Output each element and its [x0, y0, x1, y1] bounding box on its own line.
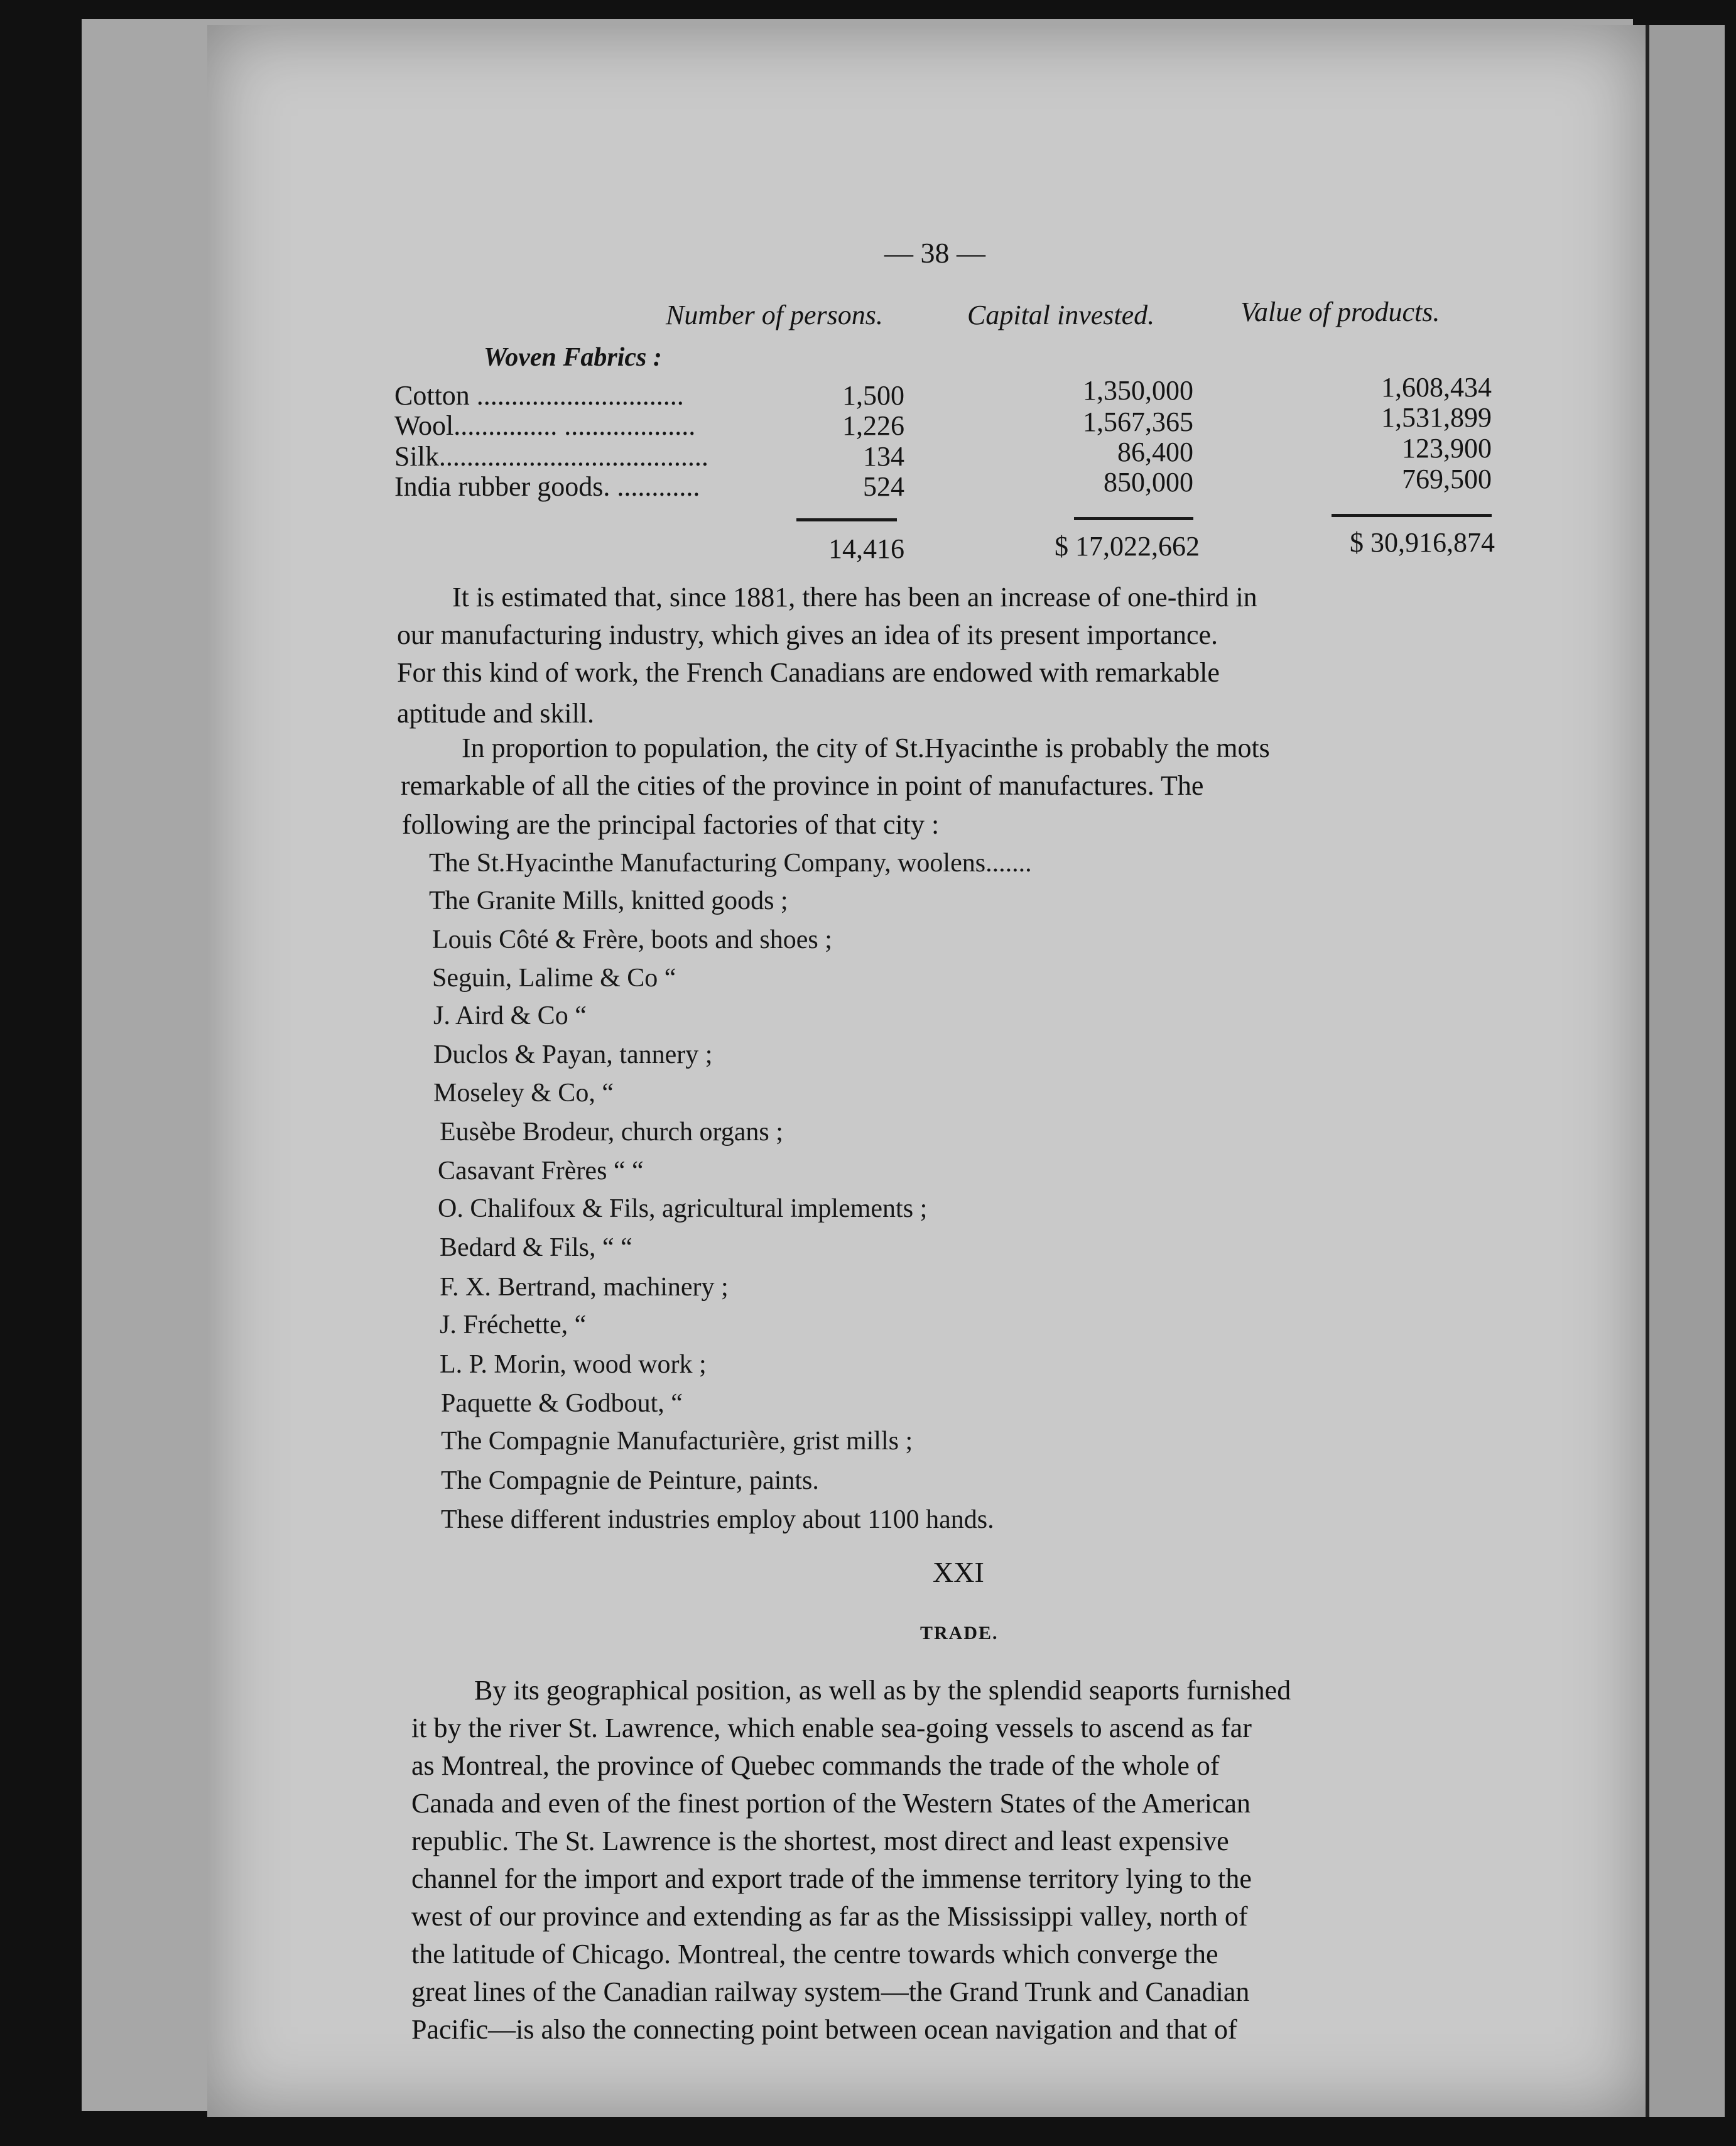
section-number: XXI: [933, 1556, 984, 1588]
list-item: F. X. Bertrand, machinery ;: [440, 1273, 729, 1302]
text-line: great lines of the Canadian railway system—the Grand Trunk and Canadian: [411, 1976, 1250, 2007]
list-item: Seguin, Lalime & Co “: [432, 964, 676, 993]
list-item: The Compagnie Manufacturière, grist mills ;: [441, 1427, 913, 1456]
list-item: J. Aird & Co “: [433, 1001, 587, 1030]
row-value: 1,608,434: [1381, 372, 1492, 403]
total-rule-capital: [1074, 517, 1193, 520]
list-item: The St.Hyacinthe Manufacturing Company, woolens.......: [429, 849, 1032, 878]
row-label: Cotton ..............................: [394, 380, 684, 411]
list-item: The Compagnie de Peinture, paints.: [441, 1466, 819, 1495]
header-value: Value of products.: [1240, 297, 1440, 327]
row-persons: 524: [863, 471, 904, 502]
list-item: Eusèbe Brodeur, church organs ;: [440, 1118, 783, 1147]
facing-page-edge: [1646, 25, 1725, 2117]
row-capital: 850,000: [1104, 467, 1193, 498]
row-persons: 1,500: [842, 380, 904, 411]
text-line: channel for the import and export trade of the immense territory lying to the: [411, 1863, 1252, 1894]
row-value: 1,531,899: [1381, 402, 1492, 433]
total-value: $ 30,916,874: [1350, 527, 1495, 558]
text-line: Canada and even of the finest portion of the Western States of the American: [411, 1788, 1251, 1819]
row-capital: 1,350,000: [1083, 375, 1193, 406]
text-line: as Montreal, the province of Quebec commands the trade of the whole of: [411, 1750, 1220, 1781]
list-item: Louis Côté & Frère, boots and shoes ;: [432, 925, 832, 954]
section-label: Woven Fabrics :: [484, 343, 662, 372]
list-item: The Granite Mills, knitted goods ;: [429, 886, 788, 915]
text-line: aptitude and skill.: [397, 698, 595, 729]
section-title: TRADE.: [920, 1623, 999, 1643]
text-line: our manufacturing industry, which gives an idea of its present importance.: [397, 619, 1218, 650]
text-line: the latitude of Chicago. Montreal, the centre towards which converge the: [411, 1939, 1218, 1969]
total-rule-persons: [796, 518, 897, 521]
list-item: O. Chalifoux & Fils, agricultural implements ;: [438, 1194, 928, 1223]
text-line: By its geographical position, as well as by the splendid seaports furnished: [474, 1675, 1291, 1706]
text-line: republic. The St. Lawrence is the shortest, most direct and least expensive: [411, 1826, 1229, 1856]
header-capital: Capital invested.: [967, 300, 1155, 330]
list-item: Duclos & Payan, tannery ;: [433, 1040, 713, 1069]
text-line: For this kind of work, the French Canadians are endowed with remarkable: [397, 657, 1220, 688]
row-persons: 1,226: [842, 410, 904, 441]
row-persons: 134: [863, 441, 904, 472]
row-label: India rubber goods. ............: [394, 471, 700, 502]
row-capital: 86,400: [1117, 437, 1193, 467]
row-value: 769,500: [1402, 464, 1492, 494]
text-line: Pacific—is also the connecting point between ocean navigation and that of: [411, 2014, 1237, 2045]
text-line: In proportion to population, the city of St.Hyacinthe is probably the mots: [462, 733, 1270, 763]
text-line: remarkable of all the cities of the province in point of manufactures. The: [401, 770, 1204, 801]
list-item: Bedard & Fils, “ “: [440, 1233, 632, 1262]
row-capital: 1,567,365: [1083, 406, 1193, 437]
row-label: Silk.......................................: [394, 441, 708, 472]
text-line: west of our province and extending as far as the Mississippi valley, north of: [411, 1901, 1248, 1932]
header-persons: Number of persons.: [666, 300, 883, 330]
page-number: — 38 —: [884, 237, 985, 269]
list-item: Casavant Frères “ “: [438, 1157, 644, 1185]
total-rule-value: [1332, 514, 1492, 517]
text-line: following are the principal factories of that city :: [402, 809, 940, 840]
text-line: it by the river St. Lawrence, which enable sea-going vessels to ascend as far: [411, 1713, 1252, 1743]
list-item: J. Fréchette, “: [440, 1310, 587, 1339]
list-item: Paquette & Godbout, “: [441, 1389, 683, 1418]
total-capital: $ 17,022,662: [1055, 531, 1200, 562]
row-label: Wool............... ...................: [394, 410, 696, 441]
list-item: Moseley & Co, “: [433, 1079, 614, 1108]
total-persons: 14,416: [828, 533, 904, 564]
text-line: It is estimated that, since 1881, there has been an increase of one-third in: [452, 582, 1257, 613]
list-item: L. P. Morin, wood work ;: [440, 1350, 707, 1379]
row-value: 123,900: [1402, 433, 1492, 464]
list-item: These different industries employ about 1100 hands.: [441, 1505, 994, 1534]
